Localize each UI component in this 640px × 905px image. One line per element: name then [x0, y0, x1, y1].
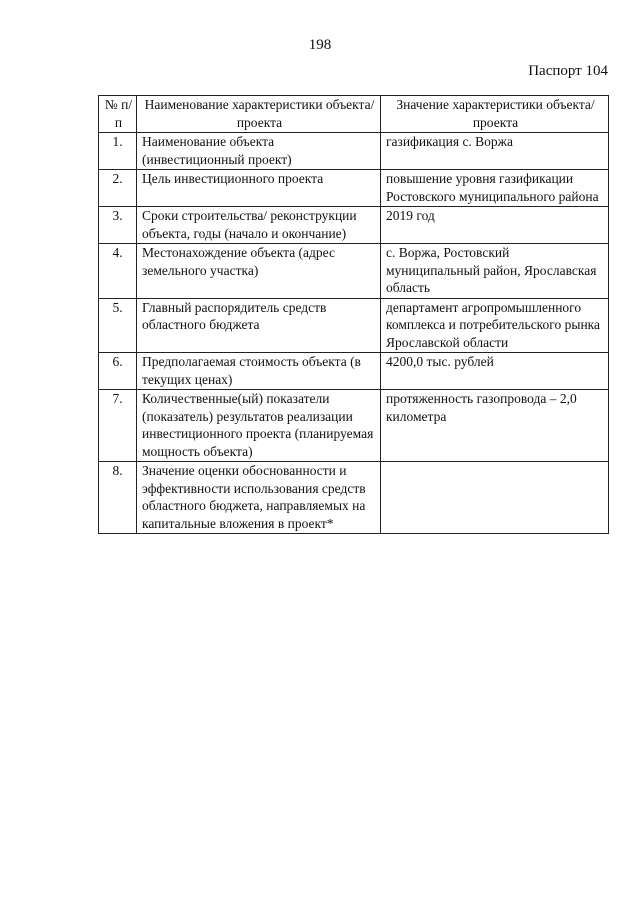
passport-table: [98, 95, 609, 534]
row-name: Главный распорядитель средств областного бюджета: [137, 298, 381, 353]
row-number: 6.: [99, 353, 137, 390]
header-value: Значение характеристики объекта/проекта: [381, 96, 609, 133]
table-row: [99, 170, 609, 207]
table-row: [99, 353, 609, 390]
passport-label: Паспорт 104: [528, 63, 608, 79]
table-row: [99, 133, 609, 170]
table-header-row: [99, 96, 609, 133]
table-row: [99, 462, 609, 534]
row-name: Местонахождение объекта (адрес земельного участка): [137, 244, 381, 299]
row-value: [381, 462, 609, 534]
row-name: Значение оценки обоснованности и эффективности использования средств областного бюджета, направляемых на капитальные вложения в проект*: [137, 462, 381, 534]
row-number: 2.: [99, 170, 137, 207]
header-name: Наименование характеристики объекта/проекта: [137, 96, 381, 133]
table-row: [99, 207, 609, 244]
row-number: 4.: [99, 244, 137, 299]
table-row: [99, 298, 609, 353]
row-name: Цель инвестиционного проекта: [137, 170, 381, 207]
row-number: 8.: [99, 462, 137, 534]
page-number: 198: [308, 37, 332, 53]
table-row: [99, 390, 609, 462]
row-value: 4200,0 тыс. рублей: [381, 353, 609, 390]
row-number: 3.: [99, 207, 137, 244]
row-name: Количественные(ый) показатели (показатель) результатов реализации инвестиционного проекта (планируемая мощность объекта): [137, 390, 381, 462]
row-number: 5.: [99, 298, 137, 353]
row-number: 1.: [99, 133, 137, 170]
row-value: газификация с. Воржа: [381, 133, 609, 170]
table-row: [99, 244, 609, 299]
row-value: 2019 год: [381, 207, 609, 244]
row-name: Сроки строительства/ реконструкции объекта, годы (начало и окончание): [137, 207, 381, 244]
row-name: Наименование объекта (инвестиционный проект): [137, 133, 381, 170]
row-number: 7.: [99, 390, 137, 462]
row-value: с. Воржа, Ростовский муниципальный район, Ярославская область: [381, 244, 609, 299]
row-name: Предполагаемая стоимость объекта (в текущих ценах): [137, 353, 381, 390]
header-number: № п/п: [99, 96, 137, 133]
row-value: департамент агропромышленного комплекса и потребительского рынка Ярославской области: [381, 298, 609, 353]
row-value: протяженность газопровода – 2,0 километра: [381, 390, 609, 462]
row-value: повышение уровня газификации Ростовского муниципального района: [381, 170, 609, 207]
